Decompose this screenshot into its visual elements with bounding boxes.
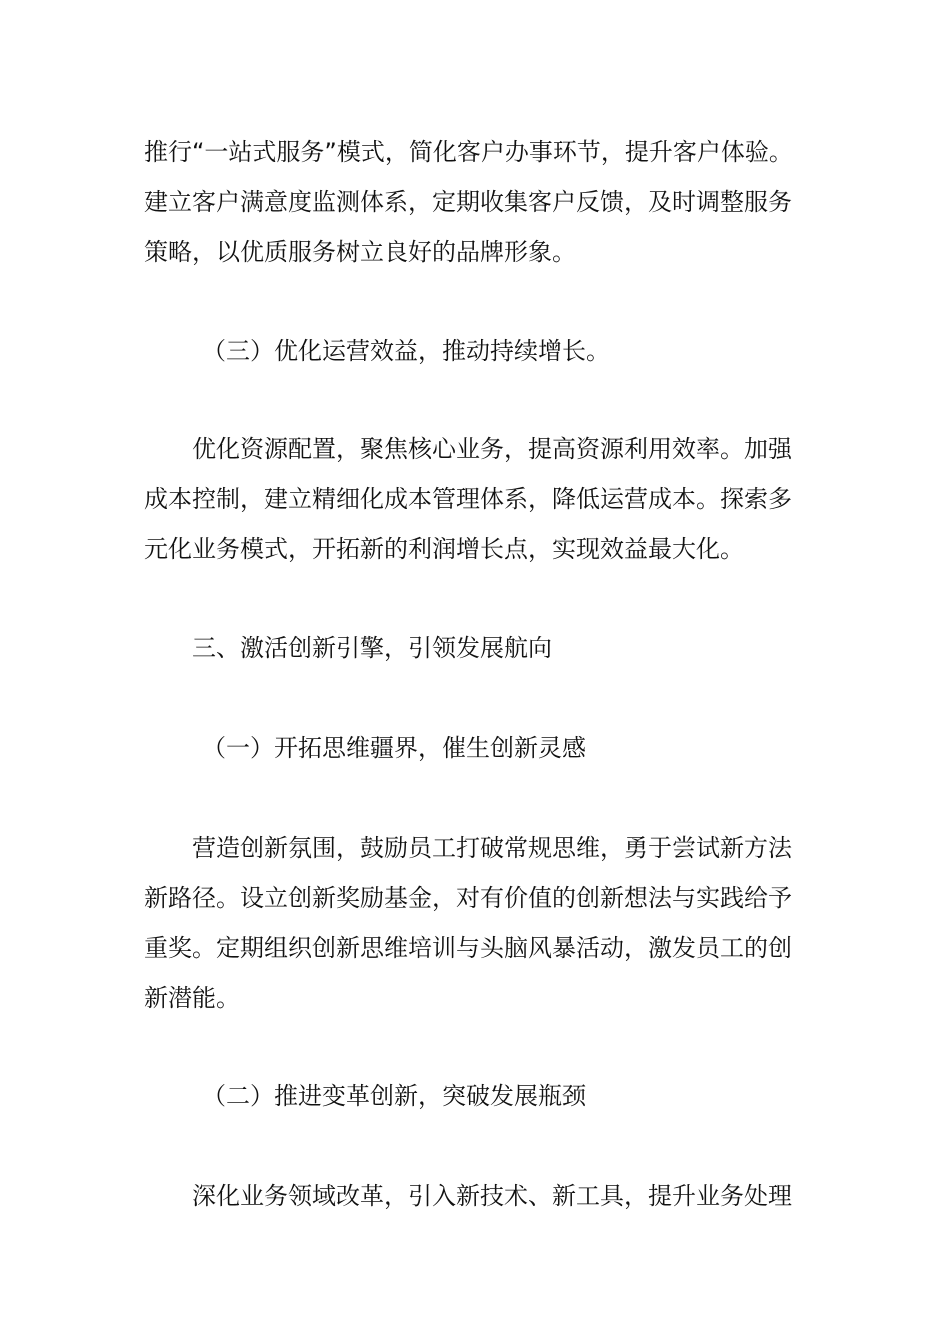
paragraph-line: 重奖。定期组织创新思维培训与头脑风暴活动，激发员工的创	[144, 934, 792, 962]
paragraph-line: 新潜能。	[144, 984, 240, 1012]
paragraph-operations	[144, 424, 814, 574]
subheading-text: （二）推进变革创新，突破发展瓶颈	[202, 1082, 586, 1110]
paragraph-line: 策略，以优质服务树立良好的品牌形象。	[144, 238, 576, 266]
paragraph-line: 新路径。设立创新奖励基金，对有价值的创新想法与实践给予	[144, 884, 792, 912]
heading-section-3	[144, 623, 814, 673]
paragraph-line: 营造创新氛围，鼓励员工打破常规思维，勇于尝试新方法	[192, 834, 792, 862]
paragraph-innovation	[144, 823, 814, 1023]
paragraph-line: 深化业务领域改革，引入新技术、新工具，提升业务处理	[192, 1182, 792, 1210]
paragraph-line: 建立客户满意度监测体系，定期收集客户反馈，及时调整服务	[144, 188, 792, 216]
subheading-text: （一）开拓思维疆界，催生创新灵感	[202, 734, 586, 762]
subheading-text: （三）优化运营效益，推动持续增长。	[202, 337, 610, 365]
paragraph-reform	[144, 1171, 814, 1221]
section-heading-text: 三、激活创新引擎，引领发展航向	[192, 634, 552, 662]
paragraph-line: 成本控制，建立精细化成本管理体系，降低运营成本。探索多	[144, 485, 792, 513]
paragraph-line: 元化业务模式，开拓新的利润增长点，实现效益最大化。	[144, 535, 744, 563]
paragraph-line: 优化资源配置，聚焦核心业务，提高资源利用效率。加强	[192, 435, 792, 463]
paragraph-line: 推行“一站式服务”模式，简化客户办事环节，提升客户体验。	[144, 138, 793, 166]
paragraph-customer-service	[144, 127, 814, 277]
heading-section-3-2	[144, 1071, 814, 1121]
heading-section-3-1	[144, 723, 814, 773]
heading-section-3-3	[144, 326, 814, 376]
